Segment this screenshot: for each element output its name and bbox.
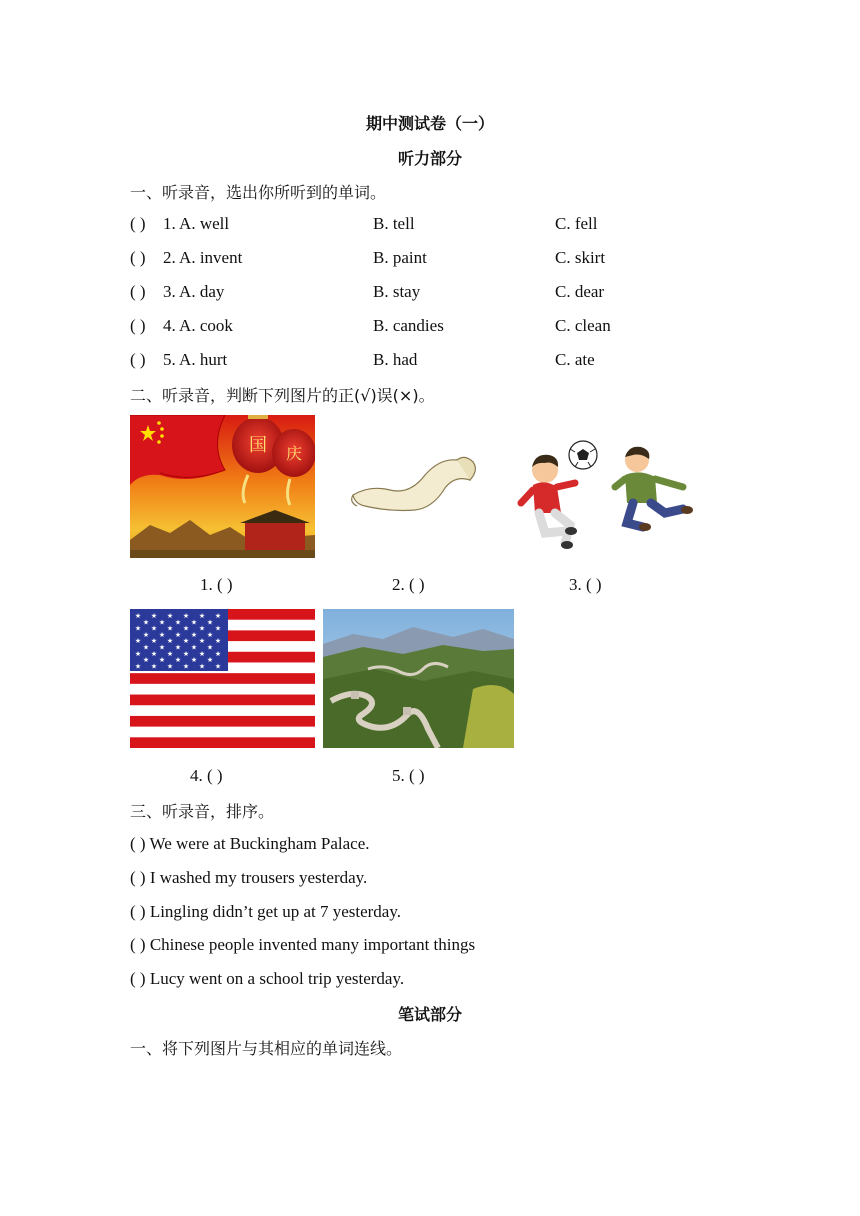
flag-star: ★: [150, 662, 158, 671]
ordering-item: ( ) We were at Buckingham Palace.: [130, 834, 370, 853]
kids-football-picture: [515, 435, 705, 555]
flag-stripe: [130, 716, 315, 727]
flag-star: ★: [166, 649, 174, 658]
written-section1-heading: 一、将下列图片与其相应的单词连线。: [130, 1039, 403, 1058]
flag-star: ★: [182, 649, 190, 658]
flag-star: ★: [182, 637, 190, 646]
flag-star: ★: [158, 630, 166, 639]
flag-star: ★: [166, 624, 174, 633]
option-b: B. paint: [373, 248, 427, 267]
flag-star: ★: [166, 662, 174, 671]
answer-paren: ( ): [130, 282, 146, 301]
flag-star: ★: [214, 637, 222, 646]
option-c: C. dear: [555, 282, 605, 301]
us-flag-picture: [130, 609, 315, 748]
flag-stripe: [130, 737, 315, 748]
flag-star: ★: [158, 618, 166, 627]
lantern-char-1: 国: [249, 435, 267, 456]
flag-star: ★: [174, 618, 182, 627]
picture-label-1: 1. ( ): [200, 575, 233, 594]
flag-star: ★: [198, 637, 206, 646]
answer-paren: ( ): [130, 248, 146, 267]
picture-label-3: 3. ( ): [569, 575, 602, 594]
page-title: 期中测试卷（一）: [365, 114, 494, 133]
flag-star: ★: [166, 637, 174, 646]
option-b: B. candies: [373, 316, 444, 335]
answer-paren: ( ): [130, 214, 146, 233]
option-c: C. skirt: [555, 248, 606, 267]
listening-heading: 听力部分: [397, 149, 462, 168]
flag-star: ★: [198, 662, 206, 671]
picture-label-5: 5. ( ): [392, 766, 425, 785]
flag-star: ★: [198, 624, 206, 633]
option-c: C. fell: [555, 214, 598, 233]
flag-star: ★: [142, 643, 150, 652]
option-c: C. clean: [555, 316, 611, 335]
option-b: B. had: [373, 350, 418, 369]
flag-star: ★: [158, 643, 166, 652]
flag-star: ★: [150, 649, 158, 658]
section1-heading: 一、听录音，选出你所听到的单词。: [130, 183, 387, 202]
ordering-item: ( ) I washed my trousers yesterday.: [130, 868, 368, 887]
answer-paren: ( ): [130, 316, 146, 335]
section2-heading: 二、听录音，判断下列图片的正(√)误(×)。: [130, 386, 435, 405]
flag-star: ★: [150, 624, 158, 633]
flag-star: ★: [206, 630, 214, 639]
flag-star: ★: [214, 649, 222, 658]
flag-star: ★: [214, 624, 222, 633]
lantern-char-2: 庆: [285, 444, 303, 463]
option-a: 5. A. hurt: [163, 350, 228, 369]
flag-star: ★: [198, 649, 206, 658]
flag-star: ★: [214, 612, 222, 620]
flag-star: ★: [190, 643, 198, 652]
flag-star: ★: [190, 618, 198, 627]
option-b: B. tell: [373, 214, 415, 233]
flag-stripe: [130, 695, 315, 706]
flag-star: ★: [214, 662, 222, 671]
flag-star: ★: [206, 643, 214, 652]
picture-label-4: 4. ( ): [190, 766, 223, 785]
flag-star: ★: [166, 612, 174, 620]
option-b: B. stay: [373, 282, 421, 301]
flag-star: ★: [198, 612, 206, 620]
section3-heading: 三、听录音，排序。: [130, 802, 275, 821]
option-a: 4. A. cook: [163, 316, 233, 335]
flag-star: ★: [174, 643, 182, 652]
flag-star: ★: [134, 637, 142, 646]
flag-star: ★: [142, 656, 150, 665]
option-a: 3. A. day: [163, 282, 225, 301]
flag-star: ★: [174, 656, 182, 665]
scroll-paper-picture: [345, 440, 480, 520]
option-a: 2. A. invent: [163, 248, 243, 267]
written-heading: 笔试部分: [397, 1005, 462, 1024]
flag-star: ★: [134, 612, 142, 620]
flag-star: ★: [206, 656, 214, 665]
ordering-item: ( ) Lingling didn’t get up at 7 yesterday.: [130, 902, 401, 921]
national-day-picture: [130, 415, 315, 558]
option-a: 1. A. well: [163, 214, 230, 233]
ordering-item: ( ) Chinese people invented many important things: [130, 935, 476, 954]
flag-star: ★: [174, 630, 182, 639]
flag-star: ★: [190, 630, 198, 639]
flag-star: ★: [150, 637, 158, 646]
flag-star: ★: [158, 656, 166, 665]
flag-star: ★: [134, 649, 142, 658]
flag-star: ★: [182, 612, 190, 620]
flag-star: ★: [142, 618, 150, 627]
picture-label-2: 2. ( ): [392, 575, 425, 594]
flag-star: ★: [182, 662, 190, 671]
flag-star: ★: [134, 624, 142, 633]
flag-star: ★: [182, 624, 190, 633]
flag-star: ★: [190, 656, 198, 665]
flag-star: ★: [150, 612, 158, 620]
ordering-item: ( ) Lucy went on a school trip yesterday.: [130, 969, 405, 988]
great-wall-picture: [323, 609, 514, 748]
answer-paren: ( ): [130, 350, 146, 369]
flag-stripe: [130, 673, 315, 684]
flag-star: ★: [206, 618, 214, 627]
option-c: C. ate: [555, 350, 595, 369]
flag-star: ★: [142, 630, 150, 639]
flag-star: ★: [134, 662, 142, 671]
